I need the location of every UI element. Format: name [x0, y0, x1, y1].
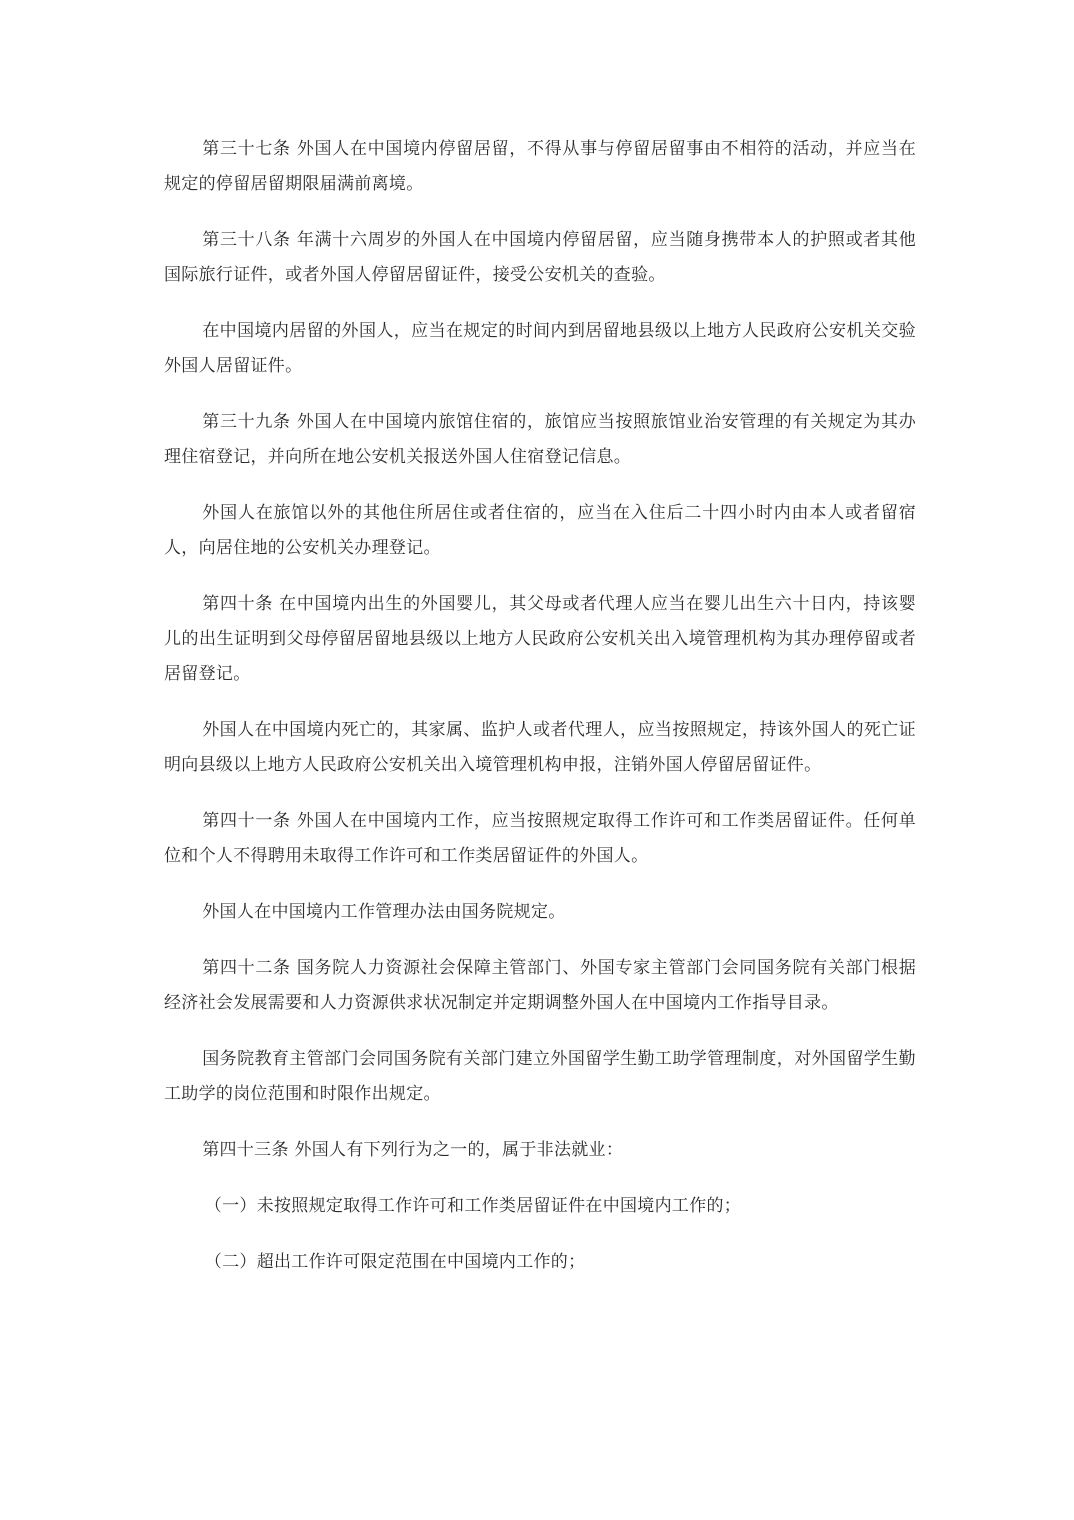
article-42-students-paragraph: 国务院教育主管部门会同国务院有关部门建立外国留学生勤工助学管理制度，对外国留学生勤工助学的岗位范围和时限作出规定。	[164, 1049, 916, 1104]
article-43-item-1: （一）未按照规定取得工作许可和工作类居留证件在中国境内工作的；	[204, 1196, 742, 1216]
article-42-paragraph: 第四十二条 国务院人力资源社会保障主管部门、外国专家主管部门会同国务院有关部门根据经济社会发展需要和人力资源供求状况制定并定期调整外国人在中国境内工作指导目录。	[164, 958, 916, 1013]
document-body	[164, 132, 916, 1280]
article-39-other-lodging-paragraph: 外国人在旅馆以外的其他住所居住或者住宿的，应当在入住后二十四小时内由本人或者留宿人，向居住地的公安机关办理登记。	[164, 503, 916, 558]
article-39-paragraph: 第三十九条 外国人在中国境内旅馆住宿的，旅馆应当按照旅馆业治安管理的有关规定为其办理住宿登记，并向所在地公安机关报送外国人住宿登记信息。	[164, 412, 916, 467]
article-41-rules-paragraph: 外国人在中国境内工作管理办法由国务院规定。	[202, 902, 566, 922]
article-41-paragraph: 第四十一条 外国人在中国境内工作，应当按照规定取得工作许可和工作类居留证件。任何单位和个人不得聘用未取得工作许可和工作类居留证件的外国人。	[164, 811, 916, 866]
article-43-paragraph: 第四十三条 外国人有下列行为之一的，属于非法就业：	[202, 1140, 624, 1160]
article-40-death-paragraph: 外国人在中国境内死亡的，其家属、监护人或者代理人，应当按照规定，持该外国人的死亡证明向县级以上地方人民政府公安机关出入境管理机构申报，注销外国人停留居留证件。	[164, 720, 916, 775]
article-40-paragraph: 第四十条 在中国境内出生的外国婴儿，其父母或者代理人应当在婴儿出生六十日内，持该婴儿的出生证明到父母停留居留地县级以上地方人民政府公安机关出入境管理机构为其办理停留或者居留登记。	[164, 594, 916, 684]
article-43-item-2: （二）超出工作许可限定范围在中国境内工作的；	[204, 1252, 586, 1272]
article-38-residence-paragraph: 在中国境内居留的外国人，应当在规定的时间内到居留地县级以上地方人民政府公安机关交验外国人居留证件。	[164, 321, 916, 376]
article-37-paragraph: 第三十七条 外国人在中国境内停留居留，不得从事与停留居留事由不相符的活动，并应当在规定的停留居留期限届满前离境。	[164, 139, 916, 194]
article-38-paragraph: 第三十八条 年满十六周岁的外国人在中国境内停留居留，应当随身携带本人的护照或者其他国际旅行证件，或者外国人停留居留证件，接受公安机关的查验。	[164, 230, 916, 285]
